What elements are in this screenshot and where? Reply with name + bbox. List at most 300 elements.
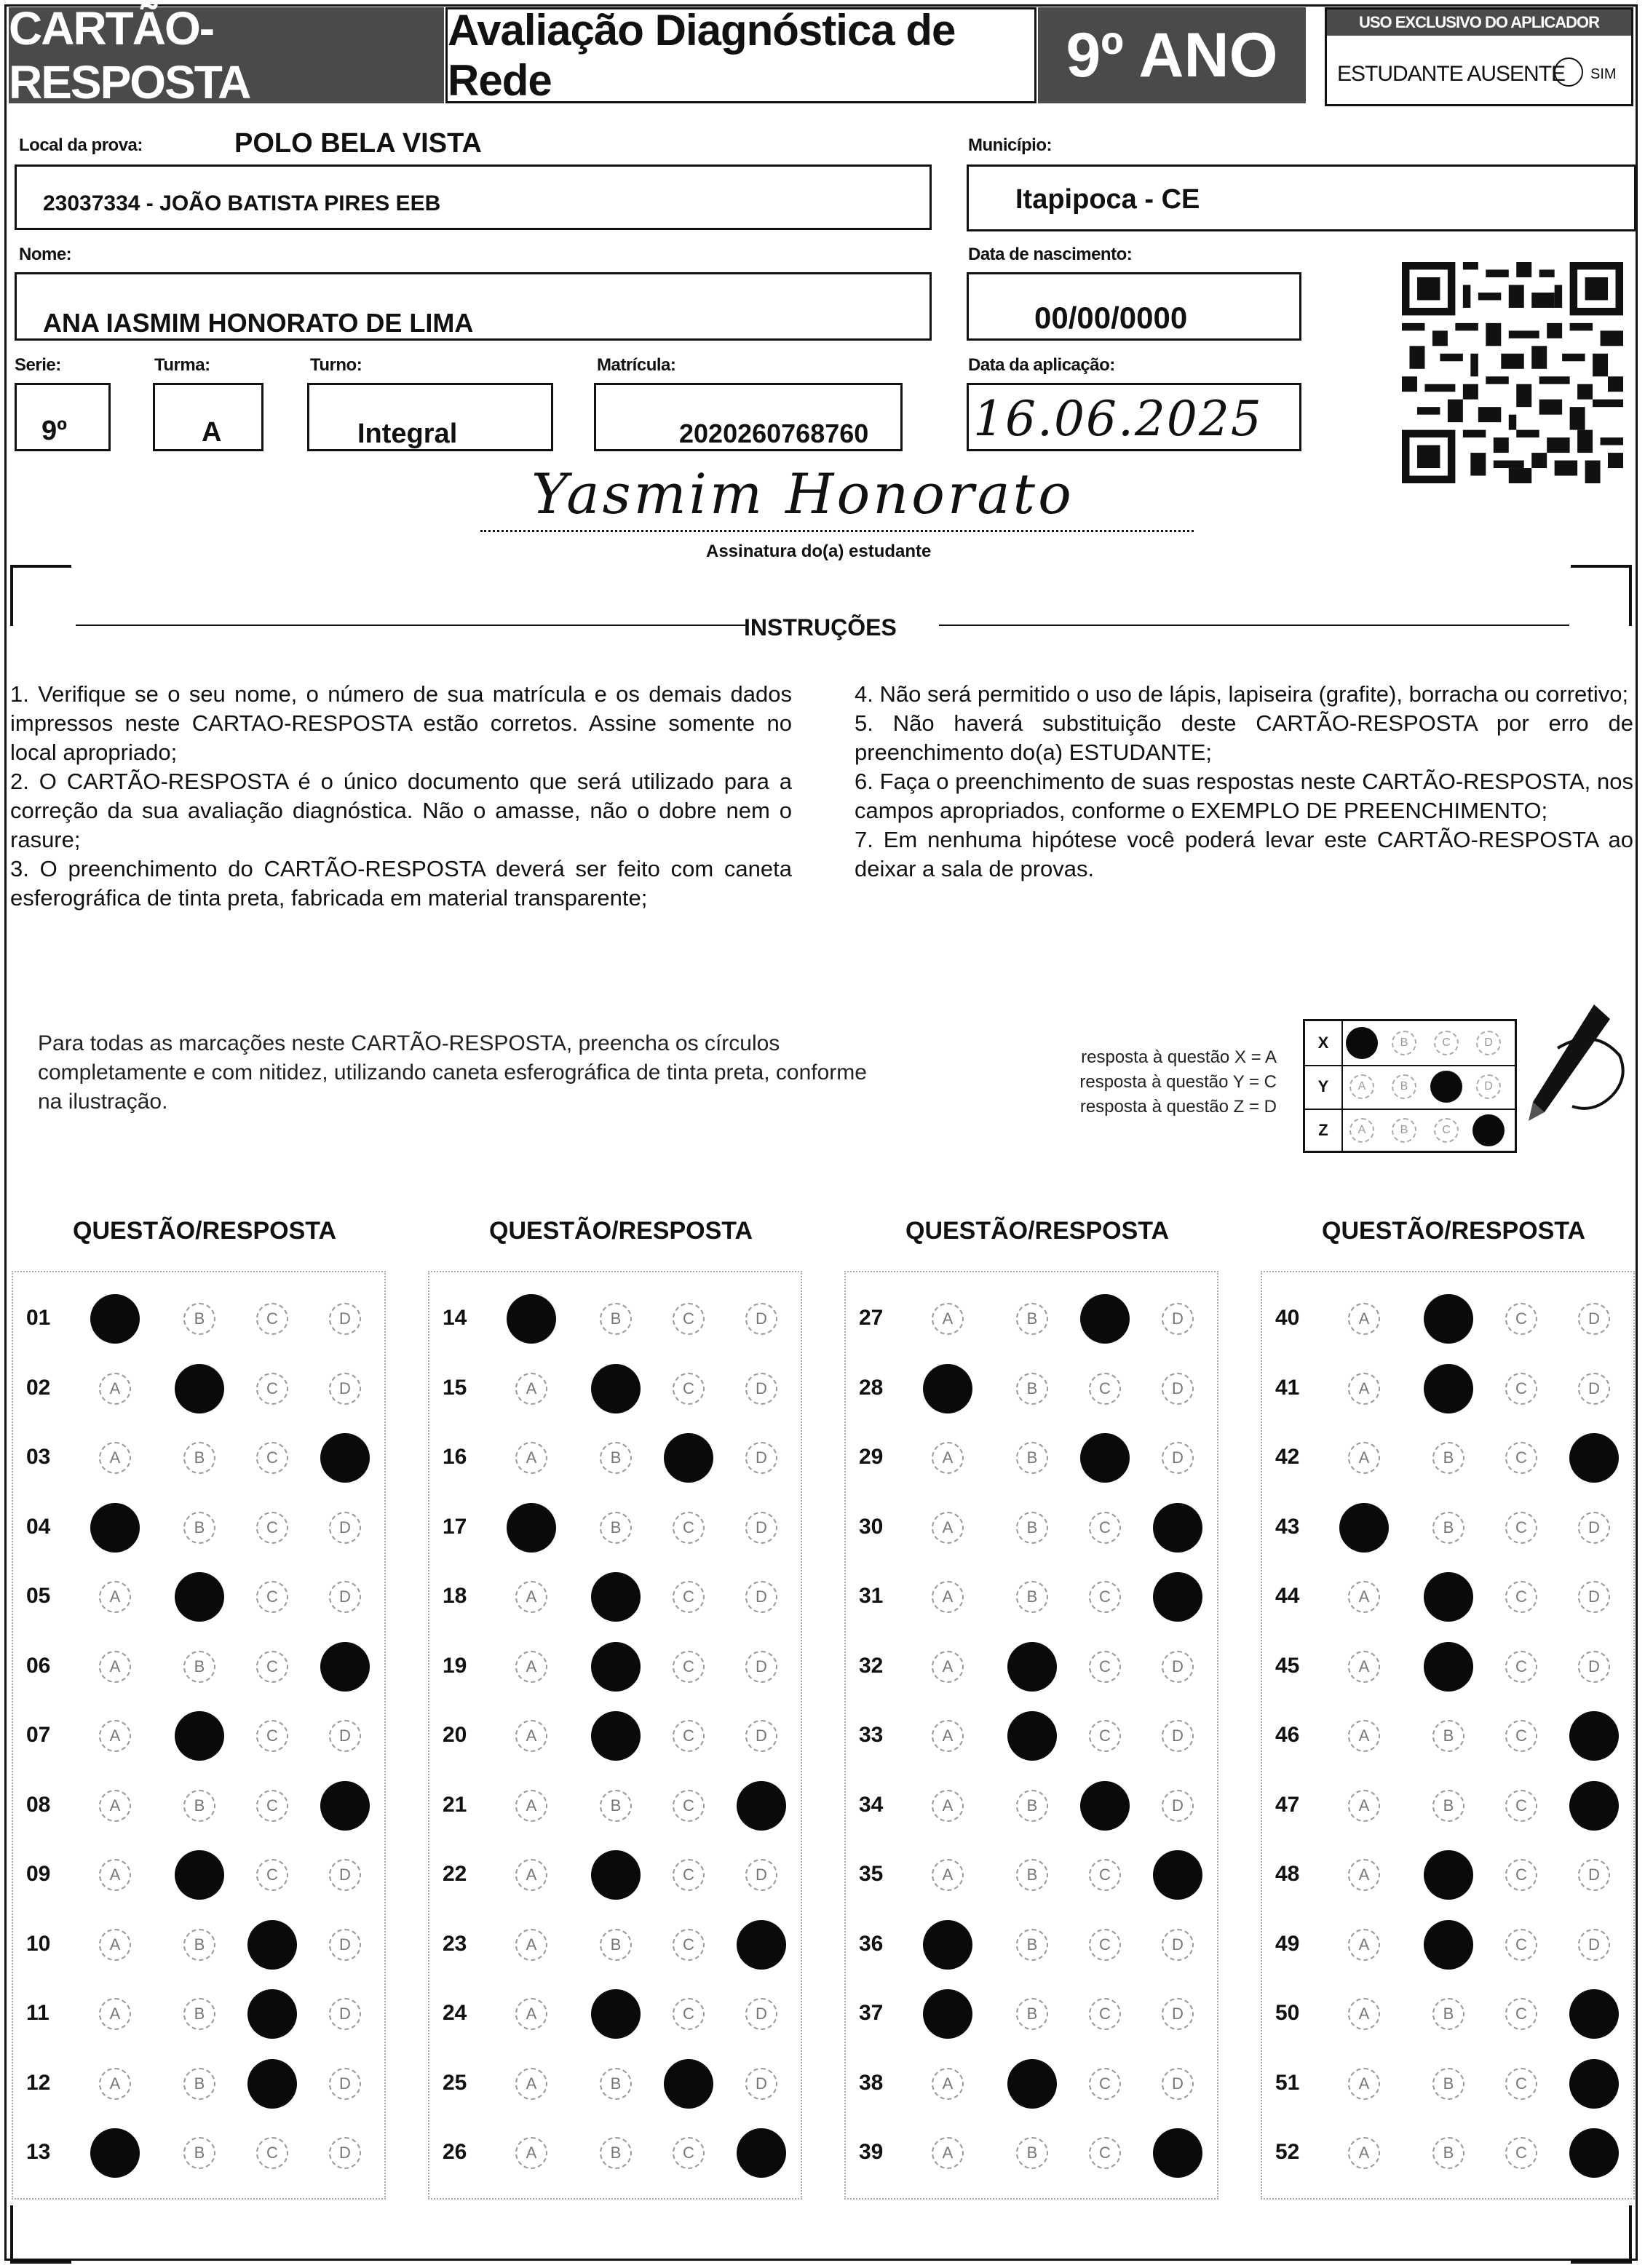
app-date-value: 16.06.2025	[973, 391, 1263, 447]
answer-bubble[interactable]: A	[99, 1581, 131, 1613]
answer-bubble[interactable]: A	[99, 1998, 131, 2030]
answer-bubble-filled[interactable]	[1007, 2059, 1057, 2109]
question-number: 07	[26, 1723, 51, 1747]
answer-bubble-filled[interactable]	[664, 2059, 713, 2109]
answer-bubble[interactable]: D	[1162, 1720, 1194, 1752]
answer-bubble-filled[interactable]	[247, 1989, 297, 2039]
answer-bubble-filled[interactable]	[507, 1294, 556, 1344]
example-empty-bubble: D	[1476, 1031, 1501, 1055]
answer-bubble[interactable]: C	[673, 1651, 705, 1683]
answer-bubble-filled[interactable]	[1424, 1850, 1473, 1900]
answer-bubble[interactable]: B	[183, 1651, 215, 1683]
answer-bubble[interactable]: D	[329, 1720, 361, 1752]
answer-bubble[interactable]: D	[1162, 1790, 1194, 1822]
answer-bubble[interactable]: A	[515, 1651, 547, 1683]
answer-bubble[interactable]: C	[1505, 1720, 1537, 1752]
question-number: 31	[859, 1584, 884, 1608]
answer-bubble[interactable]: B	[600, 1442, 632, 1474]
question-number: 45	[1275, 1653, 1300, 1678]
app-date-label: Data da aplicação:	[968, 355, 1115, 375]
example-empty-bubble: A	[1349, 1074, 1374, 1099]
answer-bubble-filled[interactable]	[247, 2059, 297, 2109]
question-number: 48	[1275, 1862, 1300, 1886]
answer-bubble[interactable]: A	[515, 2068, 547, 2100]
answer-bubble[interactable]: A	[1348, 1581, 1380, 1613]
answer-bubble[interactable]: A	[99, 1790, 131, 1822]
answer-bubble[interactable]: D	[1578, 1373, 1610, 1405]
answer-bubble[interactable]: C	[1505, 2137, 1537, 2169]
answer-bubble[interactable]: C	[1505, 1790, 1537, 1822]
corner-mark-right	[1571, 565, 1632, 626]
answer-bubble[interactable]: A	[932, 1790, 964, 1822]
example-line-x: resposta à questão X = A	[1081, 1047, 1277, 1067]
answer-bubble[interactable]: C	[1089, 1998, 1121, 2030]
answer-bubble[interactable]: A	[515, 1373, 547, 1405]
answer-bubble[interactable]: C	[1089, 1512, 1121, 1544]
question-number: 27	[859, 1306, 884, 1330]
answer-bubble[interactable]: D	[1578, 1512, 1610, 1544]
answer-bubble[interactable]: D	[745, 1442, 777, 1474]
answer-bubble-filled[interactable]	[1424, 1364, 1473, 1413]
answer-bubble[interactable]: D	[329, 1859, 361, 1891]
answer-bubble[interactable]: A	[1348, 2137, 1380, 2169]
answer-bubble[interactable]: B	[183, 1442, 215, 1474]
answer-bubble-filled[interactable]	[90, 1294, 140, 1344]
birth-label: Data de nascimento:	[968, 245, 1133, 264]
answer-bubble[interactable]: A	[932, 1442, 964, 1474]
example-line-y: resposta à questão Y = C	[1079, 1072, 1277, 1092]
question-number: 28	[859, 1375, 884, 1400]
absent-checkbox[interactable]	[1554, 58, 1583, 87]
serie-value: 9º	[41, 416, 68, 446]
question-number: 44	[1275, 1584, 1300, 1608]
answer-bubble-filled[interactable]	[1424, 1294, 1473, 1344]
answer-bubble-filled[interactable]	[591, 1850, 641, 1900]
answer-bubble[interactable]: B	[1432, 1790, 1464, 1822]
answer-bubble[interactable]: B	[600, 1512, 632, 1544]
question-number: 40	[1275, 1306, 1300, 1330]
question-number: 38	[859, 2070, 884, 2095]
example-empty-bubble: B	[1392, 1118, 1416, 1143]
answer-bubble[interactable]: A	[515, 1442, 547, 1474]
question-number: 08	[26, 1792, 51, 1817]
instruction-5: 5. Não haverá substituição deste CARTÃO-RESPOSTA por erro de preenchimento do(a) ESTUDANTE;	[855, 710, 1633, 765]
answer-bubble[interactable]: D	[1578, 1929, 1610, 1961]
answer-bubble[interactable]: C	[1505, 1929, 1537, 1961]
example-row-x	[1305, 1021, 1515, 1066]
answer-bubble[interactable]: C	[673, 1720, 705, 1752]
answer-bubble[interactable]: C	[673, 1790, 705, 1822]
answer-bubble-filled[interactable]	[90, 1503, 140, 1553]
answer-bubble[interactable]: D	[329, 1373, 361, 1405]
matricula-label: Matrícula:	[597, 355, 676, 375]
answer-bubble[interactable]: A	[932, 1581, 964, 1613]
question-number: 30	[859, 1514, 884, 1539]
answer-bubble[interactable]: D	[329, 1929, 361, 1961]
answer-bubble[interactable]: D	[745, 1720, 777, 1752]
answer-bubble-filled[interactable]	[507, 1503, 556, 1553]
answer-bubble[interactable]: C	[1089, 1859, 1121, 1891]
answer-bubble-filled[interactable]	[923, 1989, 972, 2039]
answer-bubble[interactable]: D	[1162, 1442, 1194, 1474]
answer-bubble[interactable]: D	[1162, 1998, 1194, 2030]
answer-bubble[interactable]: D	[745, 1859, 777, 1891]
name-label: Nome:	[19, 245, 72, 264]
column-title: QUESTÃO/RESPOSTA	[1322, 1217, 1586, 1245]
answer-bubble[interactable]: C	[256, 1720, 288, 1752]
answer-bubble-filled[interactable]	[1080, 1294, 1130, 1344]
answer-bubble[interactable]: C	[1505, 1998, 1537, 2030]
answer-bubble[interactable]: B	[600, 2068, 632, 2100]
instructions-rule-left	[76, 625, 745, 626]
answer-bubble-filled[interactable]	[1153, 1572, 1202, 1622]
answer-bubble-filled[interactable]	[175, 1711, 224, 1761]
answer-bubble-filled[interactable]	[1569, 1781, 1619, 1831]
answer-bubble-filled[interactable]	[175, 1850, 224, 1900]
answer-bubble-filled[interactable]	[591, 1364, 641, 1413]
applicator-header: USO EXCLUSIVO DO APLICADOR	[1327, 9, 1631, 36]
answer-bubble-filled[interactable]	[1007, 1642, 1057, 1692]
answer-bubble-filled[interactable]	[1424, 1920, 1473, 1970]
question-number: 50	[1275, 2001, 1300, 2025]
question-number: 52	[1275, 2140, 1300, 2164]
answer-bubble-filled[interactable]	[247, 1920, 297, 1970]
answer-bubble-filled[interactable]	[923, 1364, 972, 1413]
answer-bubble[interactable]: A	[932, 1651, 964, 1683]
answer-bubble[interactable]: A	[515, 1929, 547, 1961]
answer-bubble[interactable]: B	[183, 1512, 215, 1544]
question-number: 32	[859, 1653, 884, 1678]
answer-bubble[interactable]: B	[183, 2068, 215, 2100]
answer-bubble[interactable]: B	[1016, 1859, 1048, 1891]
answer-bubble[interactable]: B	[1432, 2068, 1464, 2100]
answer-bubble[interactable]: C	[256, 1373, 288, 1405]
question-number: 39	[859, 2140, 884, 2164]
answer-bubble-filled[interactable]	[737, 2128, 786, 2178]
question-number: 47	[1275, 1792, 1300, 1817]
answer-bubble[interactable]: D	[745, 1512, 777, 1544]
answer-bubble[interactable]: A	[1348, 1998, 1380, 2030]
answer-bubble[interactable]: A	[99, 1720, 131, 1752]
answer-bubble-filled[interactable]	[664, 1433, 713, 1483]
answer-bubble-filled[interactable]	[1080, 1433, 1130, 1483]
answer-bubble-filled[interactable]	[923, 1920, 972, 1970]
answer-bubble[interactable]: D	[745, 1303, 777, 1335]
answer-bubble[interactable]: D	[1578, 1859, 1610, 1891]
answer-bubble[interactable]: B	[1432, 1998, 1464, 2030]
local-label: Local da prova:	[19, 135, 143, 155]
answer-bubble[interactable]: D	[329, 1303, 361, 1335]
local-value: POLO BELA VISTA	[234, 128, 482, 159]
matricula-field	[594, 383, 903, 451]
answer-bubble-filled[interactable]	[1424, 1572, 1473, 1622]
answer-bubble[interactable]: C	[256, 1581, 288, 1613]
answer-bubble[interactable]: B	[1016, 1790, 1048, 1822]
example-row-label: X	[1305, 1021, 1343, 1065]
answer-bubble[interactable]: D	[1578, 1581, 1610, 1613]
answer-bubble-filled[interactable]	[1153, 1850, 1202, 1900]
answer-bubble[interactable]: A	[99, 1373, 131, 1405]
answer-bubble[interactable]: D	[329, 1581, 361, 1613]
answer-bubble[interactable]: C	[256, 1651, 288, 1683]
question-number: 02	[26, 1375, 51, 1400]
answer-bubble-filled[interactable]	[591, 1642, 641, 1692]
school-field	[15, 164, 932, 230]
answer-bubble[interactable]: C	[256, 2137, 288, 2169]
example-empty-bubble: B	[1392, 1031, 1416, 1055]
answer-bubble[interactable]: B	[183, 2137, 215, 2169]
answer-bubble[interactable]: A	[1348, 1373, 1380, 1405]
answer-bubble[interactable]: A	[515, 2137, 547, 2169]
answer-bubble[interactable]: C	[1089, 1720, 1121, 1752]
answer-bubble[interactable]: C	[673, 1373, 705, 1405]
app-date-field[interactable]	[967, 383, 1301, 451]
answer-bubble[interactable]: D	[745, 1651, 777, 1683]
answer-bubble[interactable]: C	[673, 1859, 705, 1891]
answer-bubble[interactable]: C	[1089, 1581, 1121, 1613]
answer-bubble[interactable]: A	[932, 1512, 964, 1544]
answer-bubble[interactable]: D	[745, 1373, 777, 1405]
answer-bubble[interactable]: A	[932, 1720, 964, 1752]
birth-field	[967, 272, 1301, 341]
answer-bubble[interactable]: C	[1505, 2068, 1537, 2100]
answer-bubble[interactable]: C	[673, 1929, 705, 1961]
answer-bubble[interactable]: D	[329, 1998, 361, 2030]
answer-bubble-filled[interactable]	[175, 1364, 224, 1413]
question-number: 15	[443, 1375, 467, 1400]
answer-bubble-filled[interactable]	[591, 1711, 641, 1761]
signature: Yasmim Honorato	[531, 461, 1074, 526]
answer-bubble[interactable]: A	[99, 1859, 131, 1891]
answer-bubble[interactable]: A	[932, 1303, 964, 1335]
answer-bubble-filled[interactable]	[1569, 1711, 1619, 1761]
answer-bubble[interactable]: A	[99, 1651, 131, 1683]
example-filled-bubble	[1346, 1027, 1378, 1059]
answer-bubble[interactable]: A	[515, 1859, 547, 1891]
answer-bubble[interactable]: D	[1578, 1303, 1610, 1335]
answer-bubble[interactable]: A	[515, 1998, 547, 2030]
answer-bubble[interactable]: B	[1016, 1581, 1048, 1613]
answer-bubble[interactable]: A	[932, 2137, 964, 2169]
question-number: 34	[859, 1792, 884, 1817]
answer-bubble[interactable]: C	[1089, 2137, 1121, 2169]
turno-value: Integral	[357, 419, 458, 449]
answer-bubble[interactable]: B	[1432, 1720, 1464, 1752]
turma-label: Turma:	[154, 355, 210, 375]
question-number: 24	[443, 2001, 467, 2025]
answer-bubble[interactable]: A	[515, 1581, 547, 1613]
answer-bubble[interactable]: D	[745, 1581, 777, 1613]
answer-bubble[interactable]: C	[256, 1859, 288, 1891]
answer-bubble[interactable]: C	[673, 1303, 705, 1335]
answer-bubble[interactable]: A	[99, 2068, 131, 2100]
question-number: 13	[26, 2140, 51, 2164]
question-number: 21	[443, 1792, 467, 1817]
answer-bubble[interactable]: B	[1016, 1929, 1048, 1961]
qr-code	[1402, 258, 1623, 488]
answer-bubble[interactable]: B	[1016, 2137, 1048, 2169]
question-number: 18	[443, 1584, 467, 1608]
answer-bubble-filled[interactable]	[1153, 1503, 1202, 1553]
answer-bubble[interactable]: D	[1162, 1929, 1194, 1961]
answer-bubble[interactable]: B	[600, 1929, 632, 1961]
answer-bubble[interactable]: B	[1432, 2137, 1464, 2169]
card-label: CARTÃO-RESPOSTA	[9, 7, 444, 103]
example-legend	[1036, 1045, 1277, 1119]
answer-bubble[interactable]: A	[515, 1720, 547, 1752]
answer-bubble-filled[interactable]	[320, 1433, 370, 1483]
answer-bubble[interactable]: C	[1505, 1651, 1537, 1683]
corner-mark-bottom-right	[1571, 2205, 1632, 2264]
answer-bubble[interactable]: C	[1089, 1651, 1121, 1683]
question-number: 22	[443, 1862, 467, 1886]
answer-bubble[interactable]: B	[1432, 1442, 1464, 1474]
answer-bubble[interactable]: D	[745, 2068, 777, 2100]
answer-bubble-filled[interactable]	[90, 2128, 140, 2178]
instructions-left	[10, 680, 792, 913]
answer-bubble[interactable]: A	[1348, 1720, 1380, 1752]
answer-bubble[interactable]: D	[329, 1512, 361, 1544]
answer-bubble[interactable]: C	[673, 2137, 705, 2169]
answer-bubble-filled[interactable]	[1080, 1781, 1130, 1831]
answer-bubble-filled[interactable]	[737, 1781, 786, 1831]
answer-bubble-filled[interactable]	[1424, 1642, 1473, 1692]
answer-bubble[interactable]: C	[256, 1512, 288, 1544]
question-number: 35	[859, 1862, 884, 1886]
answer-bubble[interactable]: C	[256, 1442, 288, 1474]
answer-bubble[interactable]: B	[600, 1303, 632, 1335]
answer-bubble-filled[interactable]	[591, 1572, 641, 1622]
answer-bubble[interactable]: A	[1348, 1929, 1380, 1961]
answer-bubble[interactable]: B	[183, 1303, 215, 1335]
question-number: 26	[443, 2140, 467, 2164]
answer-bubble[interactable]: A	[515, 1790, 547, 1822]
answer-bubble[interactable]: B	[1016, 1303, 1048, 1335]
city-label: Município:	[968, 135, 1052, 155]
answer-bubble-filled[interactable]	[1569, 1989, 1619, 2039]
answer-bubble[interactable]: A	[1348, 2068, 1380, 2100]
answer-bubble[interactable]: B	[600, 2137, 632, 2169]
answer-bubble-filled[interactable]	[737, 1920, 786, 1970]
answer-bubble-filled[interactable]	[1569, 1433, 1619, 1483]
answer-bubble[interactable]: A	[932, 2068, 964, 2100]
question-number: 36	[859, 1931, 884, 1956]
answer-bubble[interactable]: D	[1162, 2068, 1194, 2100]
answer-bubble[interactable]: D	[1162, 1303, 1194, 1335]
question-number: 41	[1275, 1375, 1300, 1400]
answer-bubble[interactable]: C	[1089, 1373, 1121, 1405]
answer-bubble-filled[interactable]	[591, 1989, 641, 2039]
answer-bubble-filled[interactable]	[1339, 1503, 1389, 1553]
answer-bubble-filled[interactable]	[1153, 2128, 1202, 2178]
question-number: 43	[1275, 1514, 1300, 1539]
column-title: QUESTÃO/RESPOSTA	[905, 1217, 1170, 1245]
question-number: 12	[26, 2070, 51, 2095]
answer-bubble[interactable]: C	[673, 1998, 705, 2030]
answer-bubble[interactable]: A	[99, 1929, 131, 1961]
answer-bubble[interactable]: B	[183, 1790, 215, 1822]
answer-bubble[interactable]: C	[673, 1581, 705, 1613]
answer-bubble[interactable]: B	[1016, 1442, 1048, 1474]
answer-bubble[interactable]: C	[1505, 1859, 1537, 1891]
example-empty-bubble: D	[1476, 1074, 1501, 1099]
column-title: QUESTÃO/RESPOSTA	[489, 1217, 753, 1245]
instruction-3: 3. O preenchimento do CARTÃO-RESPOSTA deverá ser feito com caneta esferográfica de tinta preta, fabricada em material transparente;	[10, 856, 792, 911]
example-row-z	[1305, 1109, 1515, 1152]
instructions-right	[855, 680, 1633, 884]
answer-bubble-filled[interactable]	[1569, 2128, 1619, 2178]
answer-bubble[interactable]: A	[1348, 1303, 1380, 1335]
example-row-label: Y	[1305, 1065, 1343, 1109]
answer-bubble[interactable]: D	[329, 2137, 361, 2169]
question-number: 29	[859, 1445, 884, 1469]
answer-bubble-filled[interactable]	[320, 1642, 370, 1692]
answer-bubble[interactable]: A	[1348, 1859, 1380, 1891]
answer-bubble-filled[interactable]	[320, 1781, 370, 1831]
pen-icon	[1485, 997, 1630, 1143]
answer-bubble[interactable]: B	[600, 1790, 632, 1822]
answer-bubble[interactable]: A	[1348, 1442, 1380, 1474]
answer-bubble[interactable]: B	[183, 1929, 215, 1961]
answer-bubble[interactable]: B	[183, 1998, 215, 2030]
question-number: 51	[1275, 2070, 1300, 2095]
answer-bubble[interactable]: D	[1578, 1651, 1610, 1683]
answer-bubble[interactable]: A	[932, 1859, 964, 1891]
example-empty-bubble: C	[1434, 1031, 1459, 1055]
answer-bubble[interactable]: B	[1016, 1373, 1048, 1405]
answer-bubble[interactable]: C	[1505, 1581, 1537, 1613]
answer-bubble[interactable]: D	[1162, 1373, 1194, 1405]
city-field	[967, 164, 1636, 231]
answer-bubble[interactable]: C	[1505, 1303, 1537, 1335]
example-line-z: resposta à questão Z = D	[1079, 1097, 1277, 1117]
question-number: 11	[26, 2001, 49, 2025]
turno-label: Turno:	[310, 355, 362, 375]
question-number: 19	[443, 1653, 467, 1678]
answer-bubble[interactable]: D	[1162, 1651, 1194, 1683]
answer-bubble[interactable]: B	[1432, 1512, 1464, 1544]
answer-bubble[interactable]: C	[1089, 1929, 1121, 1961]
example-row-y	[1305, 1065, 1515, 1110]
answer-bubble[interactable]: D	[745, 1998, 777, 2030]
answer-bubble[interactable]: D	[329, 2068, 361, 2100]
answer-bubble[interactable]: C	[256, 1303, 288, 1335]
answer-bubble[interactable]: A	[99, 1442, 131, 1474]
instruction-7: 7. Em nenhuma hipótese você poderá levar este CARTÃO-RESPOSTA ao deixar a sala de provas.	[855, 827, 1633, 881]
answer-bubble[interactable]: A	[1348, 1790, 1380, 1822]
answer-bubble[interactable]: C	[1089, 2068, 1121, 2100]
answer-bubble[interactable]: C	[256, 1790, 288, 1822]
corner-mark-bottom-left	[10, 2205, 71, 2264]
answer-bubble[interactable]: C	[1505, 1442, 1537, 1474]
absent-yes-label: SIM	[1590, 66, 1617, 82]
answer-bubble[interactable]: A	[1348, 1651, 1380, 1683]
answer-bubble-filled[interactable]	[1569, 2059, 1619, 2109]
answer-bubble[interactable]: C	[1505, 1373, 1537, 1405]
answer-bubble-filled[interactable]	[1007, 1711, 1057, 1761]
answer-bubble-filled[interactable]	[175, 1572, 224, 1622]
question-number: 09	[26, 1862, 51, 1886]
instruction-4: 4. Não será permitido o uso de lápis, lapiseira (grafite), borracha ou corretivo;	[855, 681, 1629, 707]
question-number: 01	[26, 1306, 51, 1330]
answer-bubble[interactable]: C	[673, 1512, 705, 1544]
answer-bubble[interactable]: B	[1016, 1512, 1048, 1544]
answer-bubble[interactable]: C	[1505, 1512, 1537, 1544]
question-number: 46	[1275, 1723, 1300, 1747]
turma-field	[153, 383, 263, 451]
name-value: ANA IASMIM HONORATO DE LIMA	[43, 308, 474, 338]
answer-bubble[interactable]: B	[1016, 1998, 1048, 2030]
